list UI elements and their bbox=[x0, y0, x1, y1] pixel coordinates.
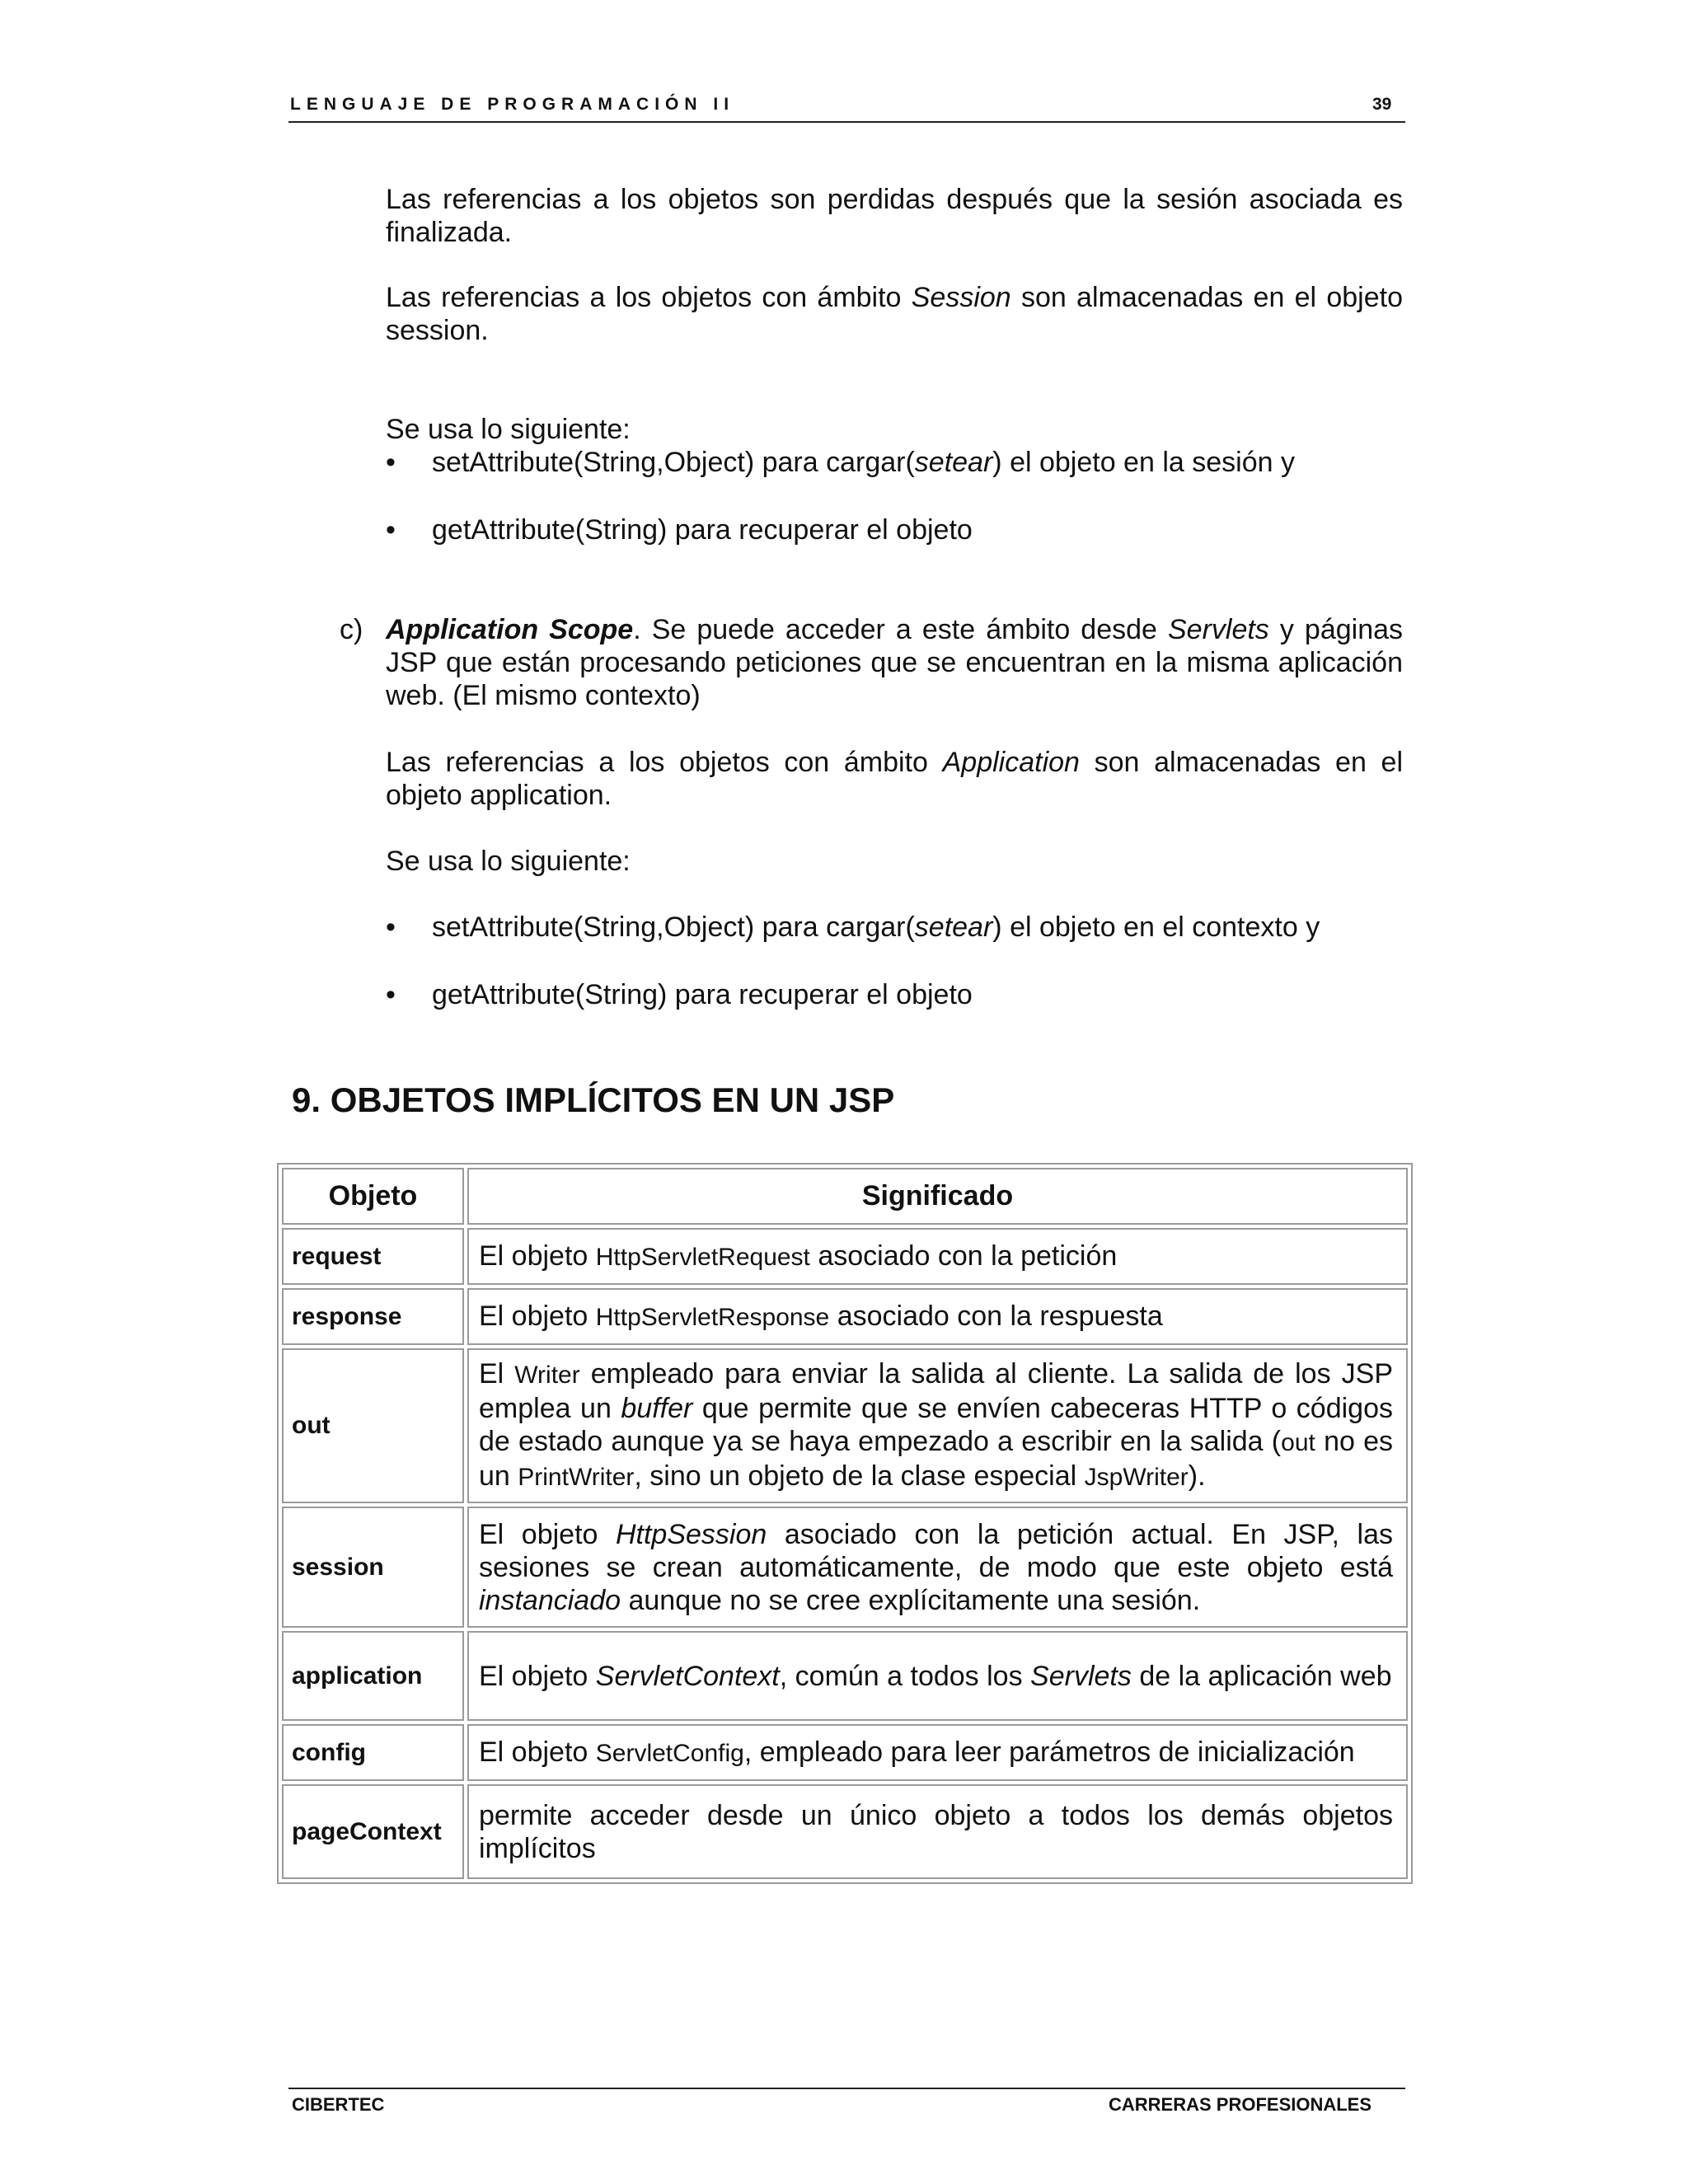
bullet-icon: • bbox=[386, 912, 396, 943]
session-lost-paragraph: Las referencias a los objetos son perdidas después que la sesión asociada es finalizada. bbox=[386, 184, 1403, 248]
bullet-icon: • bbox=[386, 979, 396, 1010]
column-header-objeto: Objeto bbox=[282, 1168, 464, 1225]
table-row-object-application: application bbox=[282, 1631, 464, 1721]
list-label-c: c) bbox=[340, 614, 363, 645]
section-heading: 9. OBJETOS IMPLÍCITOS EN UN JSP bbox=[292, 1080, 895, 1119]
table-row-meaning-request: El objeto HttpServletRequest asociado con la petición bbox=[467, 1228, 1408, 1285]
table-row-object-session: session bbox=[282, 1507, 464, 1628]
table-row-object-pagecontext: pageContext bbox=[282, 1784, 464, 1879]
table-row-object-config: config bbox=[282, 1724, 464, 1781]
table-row-object-request: request bbox=[282, 1228, 464, 1285]
header-divider bbox=[288, 121, 1405, 123]
footer-right: CARRERAS PROFESIONALES bbox=[1109, 2094, 1372, 2115]
session-term: Session bbox=[911, 282, 1011, 313]
application-scope-paragraph: Application Scope. Se puede acceder a este ámbito desde Servlets y páginas JSP que están procesando peticiones que se encuentran en la misma aplicación web. (El mismo contexto) bbox=[386, 614, 1404, 711]
table-row-meaning-session: El objeto HttpSession asociado con la petición actual. En JSP, las sesiones se crean automáticamente, de modo que este objeto está instanciado aunque no se cree explícitamente una sesión. bbox=[467, 1507, 1408, 1628]
session-storage-paragraph: Las referencias a los objetos con ámbito Session son almacenadas en el objeto session. bbox=[386, 282, 1403, 346]
table-row-meaning-response: El objeto HttpServletResponse asociado con la respuesta bbox=[467, 1288, 1408, 1345]
page-number: 39 bbox=[1372, 95, 1392, 114]
footer-divider bbox=[288, 2088, 1405, 2089]
bullet-icon: • bbox=[386, 514, 396, 546]
table-row-meaning-config: El objeto ServletConfig, empleado para leer parámetros de inicialización bbox=[467, 1724, 1408, 1781]
bullet-icon: • bbox=[386, 447, 396, 478]
table-row-object-out: out bbox=[282, 1348, 464, 1503]
table-row-object-response: response bbox=[282, 1288, 464, 1345]
footer-left: CIBERTEC bbox=[292, 2094, 385, 2115]
application-storage-paragraph: Las referencias a los objetos con ámbito Application son almacenadas en el objeto application. bbox=[386, 747, 1404, 811]
session-uses-label: Se usa lo siguiente: bbox=[386, 414, 631, 445]
running-header-title: LENGUAJE DE PROGRAMACIÓN II bbox=[290, 95, 735, 114]
table-row-meaning-application: El objeto ServletContext, común a todos los Servlets de la aplicación web bbox=[467, 1631, 1408, 1721]
application-uses-label: Se usa lo siguiente: bbox=[386, 846, 631, 877]
implicit-objects-table bbox=[277, 1163, 1413, 1884]
application-scope-title: Application Scope bbox=[386, 614, 634, 645]
table-row-meaning-pagecontext: permite acceder desde un único objeto a todos los demás objetos implícitos bbox=[467, 1784, 1408, 1879]
table-row-meaning-out: El Writer empleado para enviar la salida al cliente. La salida de los JSP emplea un buffer que permite que se envíen cabeceras HTTP o códigos de estado aunque ya se haya empezado a escribir en la salida (out no es un PrintWriter, sino un objeto de la clase especial JspWriter). bbox=[467, 1348, 1408, 1503]
column-header-significado: Significado bbox=[467, 1168, 1408, 1225]
